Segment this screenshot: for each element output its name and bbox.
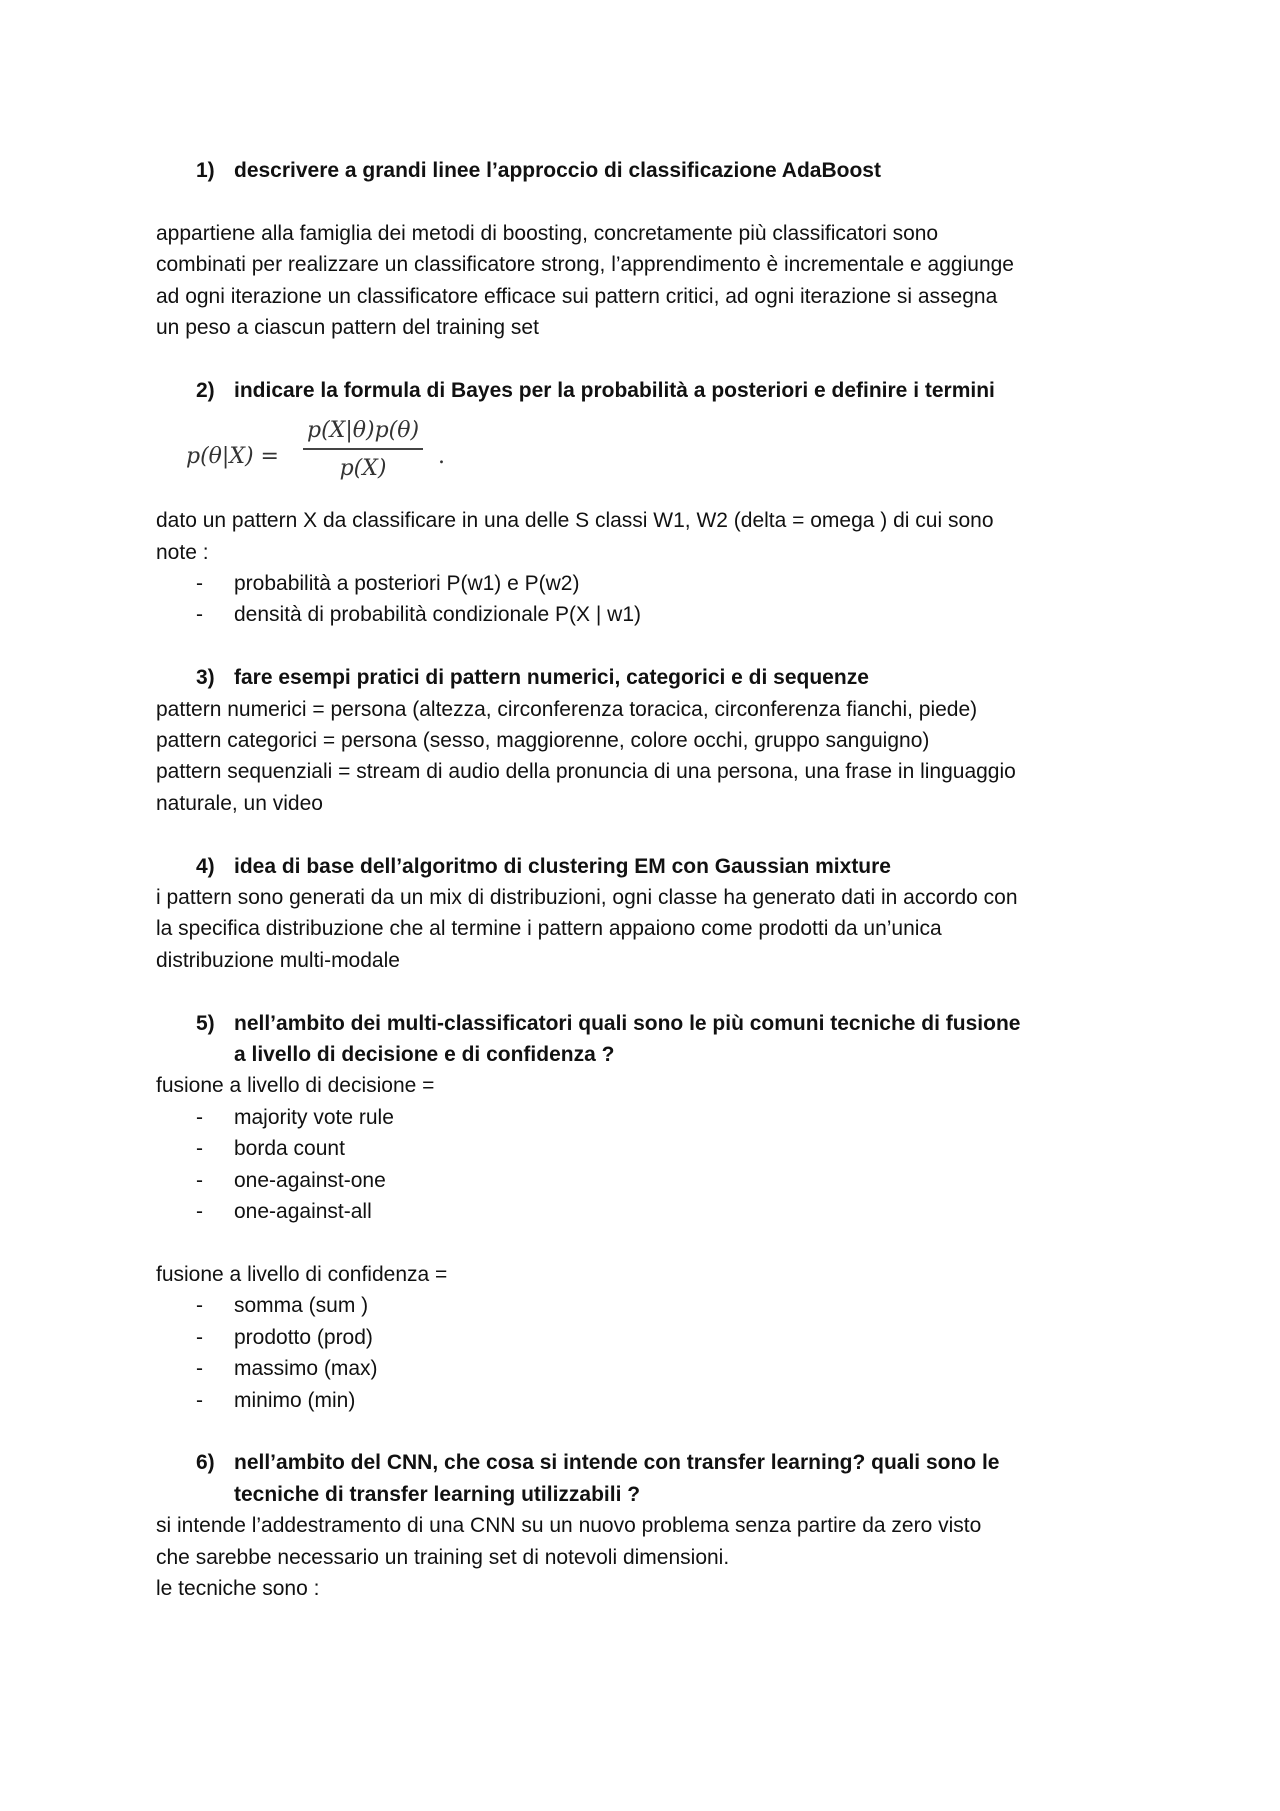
bullet-item [156,1353,1146,1384]
answer-line: la specifica distribuzione che al termine i pattern appaiono come prodotti da un’unica [156,917,942,941]
bullet-item [156,1196,1146,1227]
answer-line: pattern categorici = persona (sesso, maggiorenne, colore occhi, gruppo sanguigno) [156,729,930,753]
bullet-dash: - [196,1105,203,1129]
question-3-heading [156,662,1146,693]
answer-line: pattern numerici = persona (altezza, circonferenza toracica, circonferenza fianchi, piede) [156,697,978,721]
bullet-item [156,1133,1146,1164]
bullet-text: one-against-all [234,1200,372,1224]
decision-fusion-label: fusione a livello di decisione = [156,1074,435,1098]
formula-period: . [438,444,445,470]
bullet-text: densità di probabilità condizionale P(X | w1) [234,603,642,627]
question-title-continued: a livello di decisione e di confidenza ? [234,1043,615,1067]
bullet-dash: - [196,1388,203,1412]
answer-line: si intende l’addestramento di una CNN su un nuovo problema senza partire da zero visto [156,1514,982,1538]
question-4-heading [156,851,1146,882]
question-title: descrivere a grandi linee l’approccio di classificazione AdaBoost [234,159,881,182]
question-2-heading [156,375,1146,406]
bullet-text: majority vote rule [234,1105,394,1129]
bullet-dash: - [196,1137,203,1161]
answer-line: i pattern sono generati da un mix di distribuzioni, ogni classe ha generato dati in accordo con [156,886,1018,910]
answer-line: un peso a ciascun pattern del training set [156,316,539,340]
formula-lhs: p(θ|X) = [186,444,279,470]
question-number: 3) [196,666,215,690]
question-6-heading [156,1447,1146,1510]
question-title: idea di base dell’algoritmo di clustering EM con Gaussian mixture [234,854,891,878]
bullet-text: probabilità a posteriori P(w1) e P(w2) [234,572,580,596]
bullet-dash: - [196,1357,203,1381]
question-title: indicare la formula di Bayes per la probabilità a posteriori e definire i termini [234,378,995,402]
bullet-dash: - [196,1168,203,1192]
bullet-dash: - [196,1200,203,1224]
answer-line: dato un pattern X da classificare in una delle S classi W1, W2 (delta = omega ) di cui sono [156,509,994,533]
bullet-text: prodotto (prod) [234,1325,373,1349]
bullet-item [156,1290,1146,1321]
question-number: 2) [196,378,215,402]
question-number: 5) [196,1011,215,1035]
bullet-dash: - [196,1325,203,1349]
question-title-continued: tecniche di transfer learning utilizzabili ? [234,1482,641,1506]
bullet-dash: - [196,1294,203,1318]
formula-denominator: p(X) [339,456,387,482]
question-1-heading [156,155,1146,186]
bullet-dash: - [196,572,203,596]
question-number: 1) [196,159,215,182]
bullet-item [156,1322,1146,1353]
bullet-text: massimo (max) [234,1357,378,1381]
question-5-heading [156,1008,1146,1071]
answer-line: ad ogni iterazione un classificatore efficace sui pattern critici, ad ogni iterazione si assegna [156,284,998,308]
bullet-item [156,1385,1146,1416]
bullet-item [156,599,1146,630]
bullet-item [156,1165,1146,1196]
answer-line: naturale, un video [156,791,323,815]
bullet-text: somma (sum ) [234,1294,369,1318]
formula-fraction [303,414,423,488]
document-page [156,155,1146,1604]
bayes-formula-image [156,406,1146,505]
question-number: 4) [196,854,215,878]
question-title: fare esempi pratici di pattern numerici, categorici e di sequenze [234,666,869,690]
answer-line: combinati per realizzare un classificatore strong, l’apprendimento è incrementale e aggiunge [156,253,1014,277]
bullet-item [156,568,1146,599]
answer-line: che sarebbe necessario un training set di notevoli dimensioni. [156,1545,730,1569]
answer-line: pattern sequenziali = stream di audio della pronuncia di una persona, una frase in linguaggio [156,760,1016,784]
question-title: nell’ambito del CNN, che cosa si intende con transfer learning? quali sono le [234,1451,1000,1475]
bullet-text: one-against-one [234,1168,386,1192]
answer-line: distribuzione multi-modale [156,948,400,972]
answer-line: note : [156,540,209,564]
question-number: 6) [196,1451,215,1475]
bullet-dash: - [196,603,203,627]
confidence-fusion-label: fusione a livello di confidenza = [156,1262,448,1286]
formula-numerator: p(X|θ)p(θ) [303,414,423,450]
bullet-item [156,1102,1146,1133]
bullet-text: minimo (min) [234,1388,356,1412]
answer-line: le tecniche sono : [156,1576,320,1600]
answer-line: appartiene alla famiglia dei metodi di boosting, concretamente più classificatori sono [156,221,939,245]
question-title: nell’ambito dei multi-classificatori quali sono le più comuni tecniche di fusione [234,1011,1021,1035]
bullet-text: borda count [234,1137,345,1161]
